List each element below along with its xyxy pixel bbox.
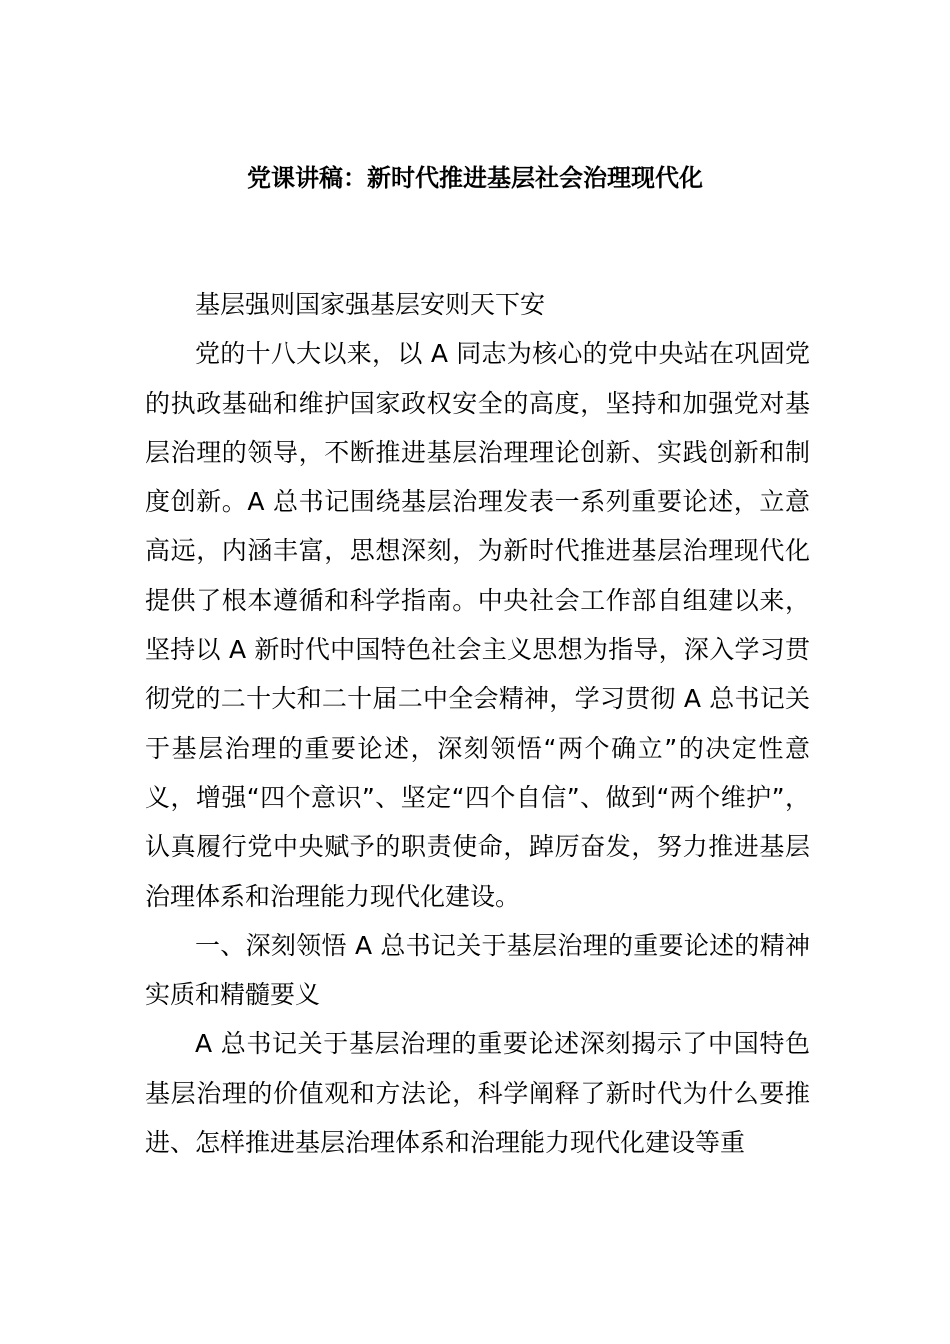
document-body <box>145 280 810 1167</box>
document-title: 党课讲稿：新时代推进基层社会治理现代化 <box>247 164 703 192</box>
section-heading-1: 一、深刻领悟 A 总书记关于基层治理的重要论述的精神实质和精髓要义 <box>145 930 810 1010</box>
intro-paragraph: 党的十八大以来，以 A 同志为核心的党中央站在巩固党的执政基础和维护国家政权安全的高度，坚持和加强党对基层治理的领导，不断推进基层治理理论创新、实践创新和制度创新。A 总书记围绕基层治理发表一系列重要论述，立意高远，内涵丰富，思想深刻，为新时代推进基层治理现代化提供了根本遵循和科学指南。中央社会工作部自组建以来，坚持以 A 新时代中国特色社会主义思想为指导，深入学习贯彻党的二十大和二十届二中全会精神，学习贯彻 A 总书记关于基层治理的重要论述，深刻领悟“两个确立”的决定性意义，增强“四个意识”、坚定“四个自信”、做到“两个维护”，认真履行党中央赋予的职责使命，踔厉奋发，努力推进基层治理体系和治理能力现代化建设。 <box>145 339 810 911</box>
section-1-paragraph: A 总书记关于基层治理的重要论述深刻揭示了中国特色基层治理的价值观和方法论，科学阐释了新时代为什么要推进、怎样推进基层治理体系和治理能力现代化建设等重 <box>145 1029 810 1158</box>
subtitle-paragraph: 基层强则国家强基层安则天下安 <box>195 290 546 319</box>
